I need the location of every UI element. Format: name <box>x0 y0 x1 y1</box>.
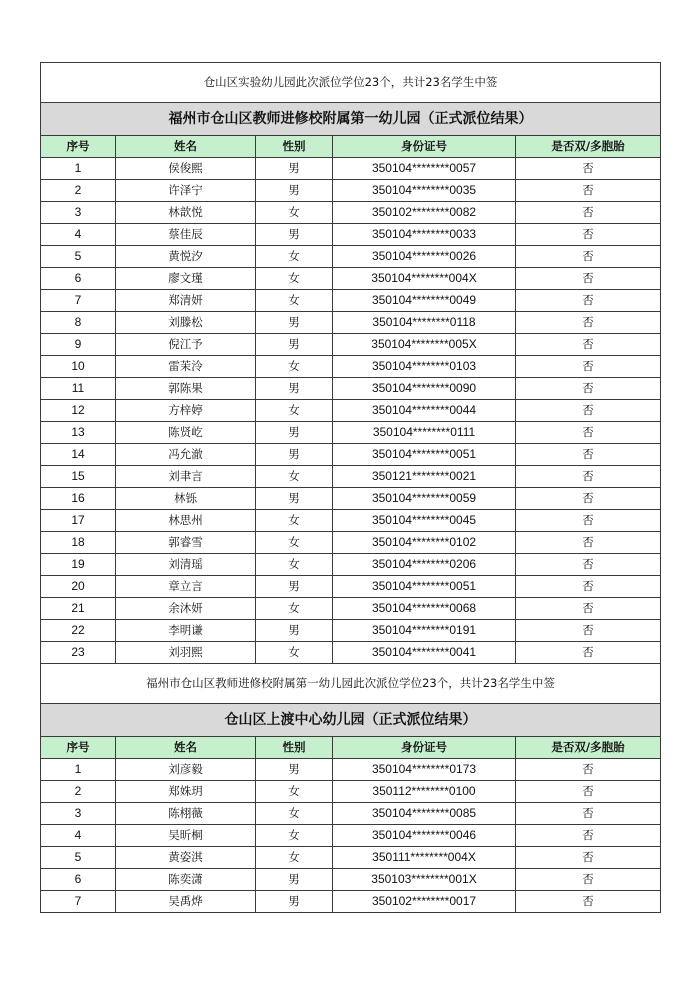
cell-id-number: 350104********0102 <box>333 532 516 554</box>
table-row <box>41 422 661 444</box>
cell-gender: 男 <box>256 576 333 598</box>
cell-gender: 女 <box>256 847 333 869</box>
cell-gender: 女 <box>256 554 333 576</box>
header-index: 序号 <box>41 136 116 158</box>
cell-twins: 否 <box>516 803 661 825</box>
cell-twins: 否 <box>516 847 661 869</box>
table-row <box>41 466 661 488</box>
cell-twins: 否 <box>516 781 661 803</box>
cell-name: 许泽宁 <box>116 180 256 202</box>
cell-gender: 女 <box>256 466 333 488</box>
cell-twins: 否 <box>516 642 661 664</box>
cell-name: 雷茉泠 <box>116 356 256 378</box>
cell-twins: 否 <box>516 180 661 202</box>
cell-gender: 女 <box>256 532 333 554</box>
cell-twins: 否 <box>516 202 661 224</box>
cell-gender: 男 <box>256 334 333 356</box>
cell-name: 余沐妍 <box>116 598 256 620</box>
section-note: 福州市仓山区教师进修校附属第一幼儿园此次派位学位23个，共计23名学生中签 <box>41 664 661 704</box>
cell-twins: 否 <box>516 759 661 781</box>
cell-gender: 女 <box>256 246 333 268</box>
table-row <box>41 224 661 246</box>
cell-index: 17 <box>41 510 116 532</box>
cell-index: 5 <box>41 246 116 268</box>
table-row <box>41 290 661 312</box>
cell-index: 6 <box>41 268 116 290</box>
cell-index: 20 <box>41 576 116 598</box>
cell-index: 19 <box>41 554 116 576</box>
cell-id-number: 350104********0046 <box>333 825 516 847</box>
cell-index: 16 <box>41 488 116 510</box>
header-gender: 性别 <box>256 737 333 759</box>
cell-name: 郭睿雪 <box>116 532 256 554</box>
cell-twins: 否 <box>516 825 661 847</box>
cell-index: 1 <box>41 759 116 781</box>
cell-index: 4 <box>41 825 116 847</box>
header-name: 姓名 <box>116 737 256 759</box>
cell-index: 10 <box>41 356 116 378</box>
cell-id-number: 350104********004X <box>333 268 516 290</box>
cell-index: 4 <box>41 224 116 246</box>
cell-name: 刘聿言 <box>116 466 256 488</box>
cell-gender: 女 <box>256 642 333 664</box>
table-row <box>41 803 661 825</box>
cell-twins: 否 <box>516 576 661 598</box>
cell-twins: 否 <box>516 158 661 180</box>
cell-id-number: 350104********0173 <box>333 759 516 781</box>
cell-gender: 男 <box>256 158 333 180</box>
cell-name: 倪江予 <box>116 334 256 356</box>
table-row <box>41 825 661 847</box>
cell-id-number: 350104********0085 <box>333 803 516 825</box>
cell-gender: 男 <box>256 378 333 400</box>
cell-gender: 女 <box>256 781 333 803</box>
cell-twins: 否 <box>516 869 661 891</box>
cell-index: 23 <box>41 642 116 664</box>
cell-name: 黄悦汐 <box>116 246 256 268</box>
cell-id-number: 350104********0090 <box>333 378 516 400</box>
cell-name: 侯俊熙 <box>116 158 256 180</box>
top-note-row <box>41 63 661 103</box>
cell-id-number: 350104********0035 <box>333 180 516 202</box>
cell-id-number: 350104********0191 <box>333 620 516 642</box>
cell-name: 郭陈果 <box>116 378 256 400</box>
table-row <box>41 781 661 803</box>
cell-name: 黄姿淇 <box>116 847 256 869</box>
cell-name: 蔡佳辰 <box>116 224 256 246</box>
cell-name: 林铄 <box>116 488 256 510</box>
cell-index: 22 <box>41 620 116 642</box>
cell-index: 9 <box>41 334 116 356</box>
header-index: 序号 <box>41 737 116 759</box>
cell-id-number: 350104********0026 <box>333 246 516 268</box>
cell-id-number: 350104********0045 <box>333 510 516 532</box>
cell-twins: 否 <box>516 246 661 268</box>
table-row <box>41 312 661 334</box>
cell-twins: 否 <box>516 510 661 532</box>
table-row <box>41 334 661 356</box>
cell-gender: 男 <box>256 869 333 891</box>
cell-twins: 否 <box>516 400 661 422</box>
header-gender: 性别 <box>256 136 333 158</box>
cell-gender: 女 <box>256 598 333 620</box>
cell-gender: 女 <box>256 268 333 290</box>
header-twins: 是否双/多胞胎 <box>516 737 661 759</box>
section-title: 仓山区上渡中心幼儿园（正式派位结果） <box>41 704 661 737</box>
cell-gender: 女 <box>256 825 333 847</box>
cell-index: 3 <box>41 803 116 825</box>
cell-id-number: 350111********004X <box>333 847 516 869</box>
cell-index: 6 <box>41 869 116 891</box>
cell-index: 13 <box>41 422 116 444</box>
cell-id-number: 350104********0044 <box>333 400 516 422</box>
cell-gender: 男 <box>256 444 333 466</box>
cell-twins: 否 <box>516 466 661 488</box>
cell-gender: 女 <box>256 356 333 378</box>
cell-id-number: 350104********0049 <box>333 290 516 312</box>
cell-id-number: 350104********0118 <box>333 312 516 334</box>
table-row <box>41 576 661 598</box>
results-table-body <box>41 63 661 913</box>
cell-name: 刘彦毅 <box>116 759 256 781</box>
section-title-row <box>41 103 661 136</box>
table-row <box>41 158 661 180</box>
cell-gender: 男 <box>256 312 333 334</box>
cell-id-number: 350104********0051 <box>333 576 516 598</box>
cell-name: 吴昕桐 <box>116 825 256 847</box>
cell-name: 方梓婷 <box>116 400 256 422</box>
cell-twins: 否 <box>516 598 661 620</box>
cell-name: 刘清瑶 <box>116 554 256 576</box>
cell-name: 郑清妍 <box>116 290 256 312</box>
cell-index: 12 <box>41 400 116 422</box>
cell-index: 2 <box>41 781 116 803</box>
top-note: 仓山区实验幼儿园此次派位学位23个，共计23名学生中签 <box>41 63 661 103</box>
cell-name: 刘羽熙 <box>116 642 256 664</box>
cell-name: 李明谦 <box>116 620 256 642</box>
cell-twins: 否 <box>516 268 661 290</box>
table-row <box>41 356 661 378</box>
cell-twins: 否 <box>516 422 661 444</box>
cell-name: 陈栩薇 <box>116 803 256 825</box>
table-row <box>41 869 661 891</box>
cell-twins: 否 <box>516 224 661 246</box>
table-row <box>41 488 661 510</box>
cell-index: 2 <box>41 180 116 202</box>
cell-twins: 否 <box>516 620 661 642</box>
cell-index: 7 <box>41 891 116 913</box>
header-id-number: 身份证号 <box>333 136 516 158</box>
cell-id-number: 350104********0103 <box>333 356 516 378</box>
cell-twins: 否 <box>516 378 661 400</box>
cell-id-number: 350104********0057 <box>333 158 516 180</box>
cell-gender: 女 <box>256 202 333 224</box>
cell-gender: 男 <box>256 891 333 913</box>
table-row <box>41 891 661 913</box>
results-sheet <box>40 62 660 913</box>
section-note-row <box>41 664 661 704</box>
cell-id-number: 350104********0059 <box>333 488 516 510</box>
cell-name: 林思州 <box>116 510 256 532</box>
cell-twins: 否 <box>516 356 661 378</box>
cell-index: 15 <box>41 466 116 488</box>
header-name: 姓名 <box>116 136 256 158</box>
header-id-number: 身份证号 <box>333 737 516 759</box>
table-row <box>41 400 661 422</box>
table-row <box>41 620 661 642</box>
cell-twins: 否 <box>516 554 661 576</box>
cell-gender: 男 <box>256 180 333 202</box>
cell-gender: 男 <box>256 488 333 510</box>
cell-index: 21 <box>41 598 116 620</box>
cell-twins: 否 <box>516 290 661 312</box>
table-header-row <box>41 737 661 759</box>
cell-id-number: 350104********0041 <box>333 642 516 664</box>
cell-id-number: 350104********0033 <box>333 224 516 246</box>
cell-twins: 否 <box>516 891 661 913</box>
cell-twins: 否 <box>516 444 661 466</box>
table-row <box>41 444 661 466</box>
cell-id-number: 350121********0021 <box>333 466 516 488</box>
section-title-row <box>41 704 661 737</box>
cell-id-number: 350112********0100 <box>333 781 516 803</box>
cell-index: 18 <box>41 532 116 554</box>
table-row <box>41 598 661 620</box>
cell-index: 7 <box>41 290 116 312</box>
table-row <box>41 847 661 869</box>
cell-twins: 否 <box>516 334 661 356</box>
cell-index: 1 <box>41 158 116 180</box>
cell-id-number: 350104********0206 <box>333 554 516 576</box>
table-row <box>41 759 661 781</box>
cell-twins: 否 <box>516 488 661 510</box>
cell-gender: 女 <box>256 803 333 825</box>
cell-index: 3 <box>41 202 116 224</box>
cell-id-number: 350102********0082 <box>333 202 516 224</box>
table-row <box>41 642 661 664</box>
table-row <box>41 554 661 576</box>
cell-name: 吴禹烨 <box>116 891 256 913</box>
cell-name: 郑姝玥 <box>116 781 256 803</box>
cell-gender: 男 <box>256 759 333 781</box>
cell-id-number: 350104********005X <box>333 334 516 356</box>
cell-name: 刘滕松 <box>116 312 256 334</box>
table-row <box>41 268 661 290</box>
header-twins: 是否双/多胞胎 <box>516 136 661 158</box>
cell-name: 章立言 <box>116 576 256 598</box>
cell-id-number: 350102********0017 <box>333 891 516 913</box>
cell-gender: 女 <box>256 290 333 312</box>
table-row <box>41 510 661 532</box>
results-table <box>40 62 661 913</box>
cell-gender: 男 <box>256 620 333 642</box>
cell-index: 5 <box>41 847 116 869</box>
cell-gender: 男 <box>256 224 333 246</box>
cell-id-number: 350104********0051 <box>333 444 516 466</box>
cell-id-number: 350104********0068 <box>333 598 516 620</box>
table-row <box>41 246 661 268</box>
table-row <box>41 202 661 224</box>
cell-name: 廖文瑾 <box>116 268 256 290</box>
cell-id-number: 350104********0111 <box>333 422 516 444</box>
cell-gender: 女 <box>256 510 333 532</box>
table-row <box>41 378 661 400</box>
cell-index: 8 <box>41 312 116 334</box>
cell-index: 14 <box>41 444 116 466</box>
cell-gender: 女 <box>256 400 333 422</box>
cell-index: 11 <box>41 378 116 400</box>
section-title: 福州市仓山区教师进修校附属第一幼儿园（正式派位结果） <box>41 103 661 136</box>
table-row <box>41 532 661 554</box>
table-header-row <box>41 136 661 158</box>
cell-name: 林歆悦 <box>116 202 256 224</box>
cell-name: 陈奕潇 <box>116 869 256 891</box>
cell-name: 冯允澈 <box>116 444 256 466</box>
cell-id-number: 350103********001X <box>333 869 516 891</box>
cell-gender: 男 <box>256 422 333 444</box>
cell-twins: 否 <box>516 532 661 554</box>
table-row <box>41 180 661 202</box>
cell-twins: 否 <box>516 312 661 334</box>
cell-name: 陈贤屹 <box>116 422 256 444</box>
